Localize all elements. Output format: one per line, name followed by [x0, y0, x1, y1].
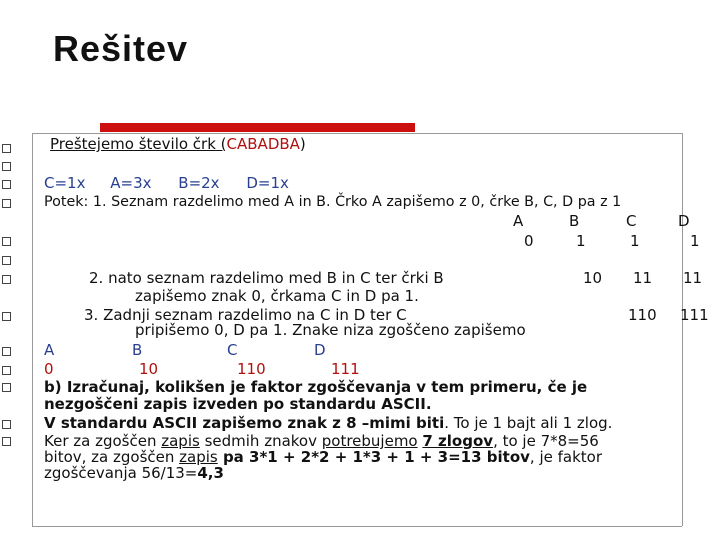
bullet-icon [2, 275, 11, 284]
procedure-step-3-cont: pripišemo 0, D pa 1. Znake niza zgoščeno zapišemo [135, 321, 526, 339]
bullet-icon [2, 199, 11, 208]
bullet-icon [2, 347, 11, 356]
bullet-icon [2, 437, 11, 446]
bullet-icon [2, 420, 11, 429]
procedure-step-2: 2. nato seznam razdelimo med B in C ter črki B [89, 269, 444, 287]
ascii-statement: V standardu ASCII zapišemo znak z 8 –mimi biti. To je 1 bajt ali 1 zlog. [44, 414, 613, 432]
procedure-step-2-cont: zapišemo znak 0, črkama C in D pa 1. [135, 287, 419, 305]
question-b: b) Izračunaj, kolikšen je faktor zgoščevanja v tem primeru, če je [44, 378, 588, 396]
slide: Rešitev Preštejemo število črk (CABADBA) C=1x A=3x B=2x D=1x Potek: 1. Seznam razdelimo med A in B. Črko A zapišemo z 0, črke B, C, D pa z 1 A B C D 0 1 1 1 2. nato seznam razdelimo med B in C ter črki B 10 11 11 zapišemo znak 0, črkama C in D pa 1. 3. Zadnji seznam razdelimo na C in D ter C 110 111 pripišemo 0, D pa 1. Znake niza zgoščeno zapišemo A B C D 0 10 110 111 b) Izračunaj, kolikšen je faktor zgoščevanja v tem primeru, če je nezgoščeni zapis izveden po standardu ASCII. V standardu ASCII zapišemo znak z 8 –mimi biti. To je 1 bajt ali 1 zlog. Ker za zgoščen zapis sedmih znakov potrebujemo 7 zlogov, to je 7*8=56 bitov, za zgoščen zapis pa 3*1 + 2*2 + 1*3 + 1 + 3=13 bitov, je faktor zgoščevanja 56/13=4,3 [0, 0, 720, 540]
computation-line-1: Ker za zgoščen zapis sedmih znakov potrebujemo 7 zlogov, to je 7*8=56 [44, 432, 599, 450]
computation-line-3: zgoščevanja 56/13=4,3 [44, 464, 224, 482]
letter-frequencies: C=1x A=3x B=2x D=1x [44, 174, 289, 192]
count-letters-line: Preštejemo število črk (CABADBA) [50, 135, 306, 153]
frame-top-line [32, 133, 682, 134]
bullet-icon [2, 180, 11, 189]
bullet-icon [2, 237, 11, 246]
slide-title: Rešitev [53, 28, 189, 69]
bullet-icon [2, 144, 11, 153]
bullet-icon [2, 162, 11, 171]
frame-bottom-line [32, 526, 682, 527]
bullet-icon [2, 256, 11, 265]
bullet-icon [2, 312, 11, 321]
bullet-icon [2, 383, 11, 392]
bullet-icon [2, 366, 11, 375]
frame-right-line [682, 133, 683, 526]
procedure-step-3: 3. Zadnji seznam razdelimo na C in D ter C [84, 306, 407, 324]
computation-line-2: bitov, za zgoščen zapis pa 3*1 + 2*2 + 1*3 + 1 + 3=13 bitov, je faktor [44, 448, 602, 466]
frame-left-line [32, 133, 33, 526]
title-accent-bar [100, 123, 415, 132]
procedure-step-1: Potek: 1. Seznam razdelimo med A in B. Črko A zapišemo z 0, črke B, C, D pa z 1 [44, 194, 622, 210]
question-b-cont: nezgoščeni zapis izveden po standardu ASCII. [44, 395, 432, 413]
